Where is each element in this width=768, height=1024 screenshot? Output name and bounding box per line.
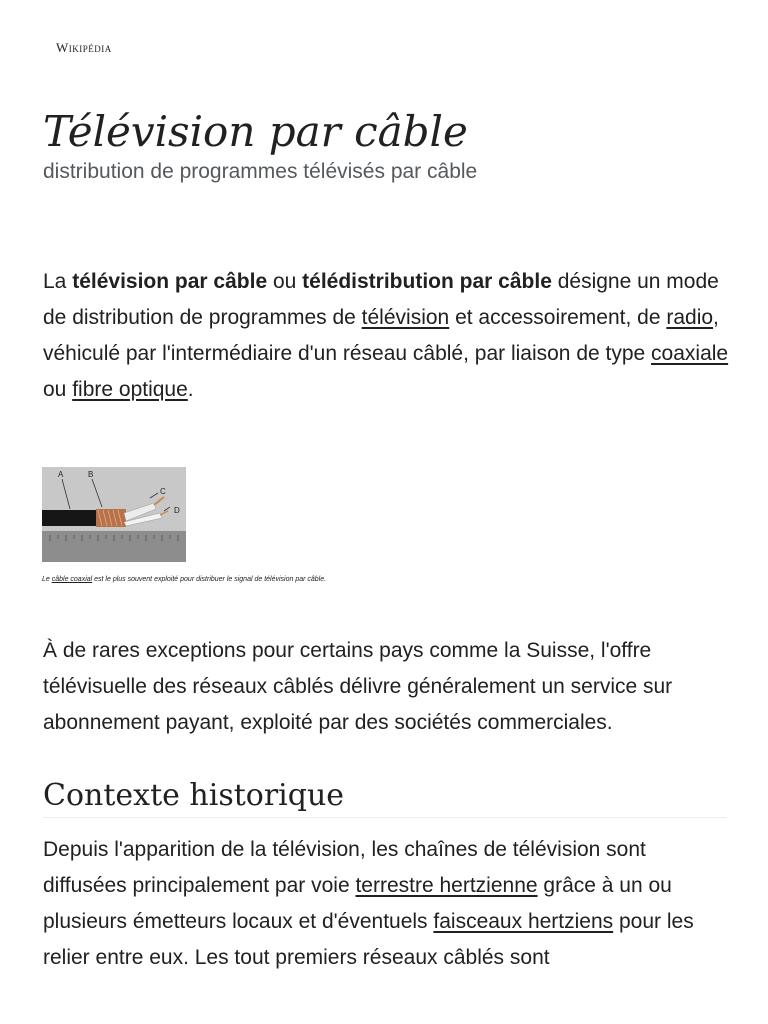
label-c: C bbox=[160, 487, 166, 496]
link-cable-coaxial[interactable]: câble coaxial bbox=[51, 576, 93, 583]
bold-term-television-par-cable: télévision par câble bbox=[72, 270, 268, 293]
link-coaxiale[interactable]: coaxiale bbox=[651, 342, 729, 365]
page-title: Télévision par câble bbox=[43, 107, 468, 156]
link-terrestre-hertzienne[interactable]: terrestre hertzienne bbox=[355, 874, 538, 897]
section-heading-contexte-historique[interactable]: Contexte historique bbox=[43, 778, 345, 813]
coaxial-cable-image[interactable] bbox=[42, 467, 186, 562]
link-faisceaux-hertziens[interactable]: faisceaux hertziens bbox=[433, 910, 614, 933]
wikipedia-logo[interactable]: Wikipédia bbox=[56, 40, 112, 55]
page-subtitle: distribution de programmes télévisés par câble bbox=[43, 160, 478, 183]
paragraph-contexte: Depuis l'apparition de la télévision, les chaînes de télévision sont diffusées principalement par voie terrestre hertzienne grâce à un ou plusieurs émetteurs locaux et d'éventuels faisceaux hertziens pour les relier entre eux. Les tout premiers réseaux câblés sont bbox=[43, 838, 694, 969]
label-a: A bbox=[58, 470, 64, 479]
section-divider bbox=[43, 817, 727, 818]
label-d: D bbox=[174, 506, 180, 515]
link-television[interactable]: télévision bbox=[361, 306, 450, 329]
paragraph-exceptions: À de rares exceptions pour certains pays comme la Suisse, l'offre télévisuelle des réseaux câblés délivre généralement un service sur abonnement payant, exploité par des sociétés commerciales. bbox=[43, 639, 673, 734]
bold-term-teledistribution: télédistribution par câble bbox=[302, 270, 552, 293]
image-caption: Le câble coaxial est le plus souvent exploité pour distribuer le signal de télévision par câble. bbox=[42, 576, 327, 583]
link-radio[interactable]: radio bbox=[666, 306, 714, 329]
coaxial-cable-illustration bbox=[42, 467, 186, 562]
link-fibre-optique[interactable]: fibre optique bbox=[72, 378, 188, 401]
label-b: B bbox=[88, 470, 94, 479]
intro-paragraph: La télévision par câble ou télédistribution par câble désigne un mode de distribution de programmes de télévision et accessoirement, de radio, véhiculé par l'intermédiaire d'un réseau câblé, par liaison de type coaxiale ou fibre optique. bbox=[43, 270, 729, 401]
